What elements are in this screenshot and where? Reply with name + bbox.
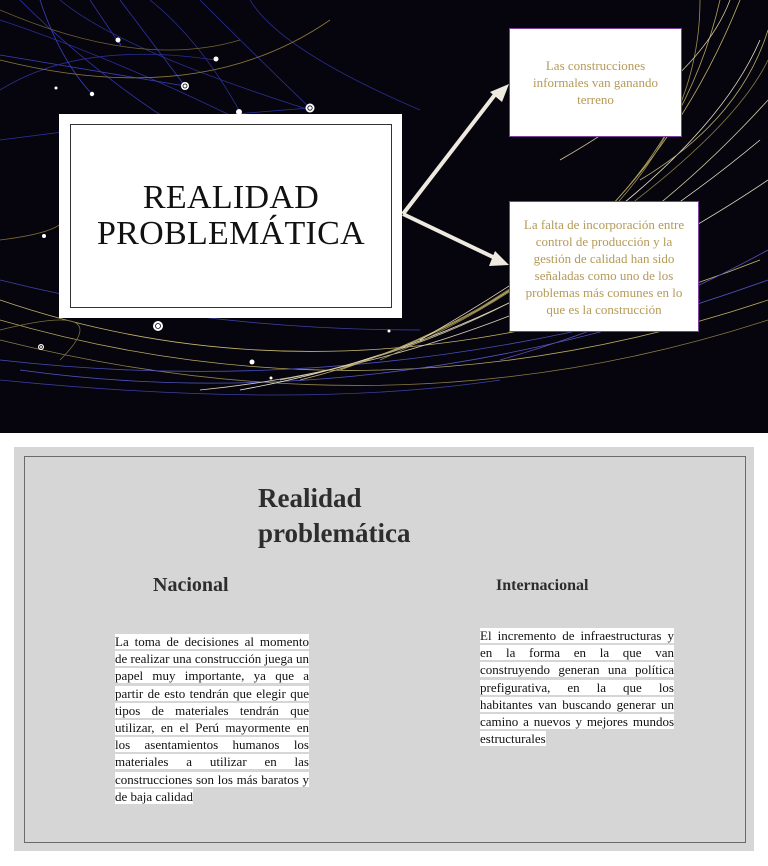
heading-nacional: Nacional [153,574,229,596]
slide2-frame [24,456,746,843]
slide2-title: Realidad problemática [258,483,411,548]
slide-realidad-problematica-text [14,447,754,851]
note-quality-control [509,201,699,332]
arrow-to-bottom-note [403,214,495,258]
heading-internacional: Internacional [496,577,589,594]
note-bottom-text: La falta de incorporación entre control de producción y la gestión de calidad han sido señaladas como uno de los problemas más comunes en lo que es la construcción [523,216,685,317]
paragraph-internacional [480,627,674,747]
paragraph-nacional-text: La toma de decisiones al momento de realizar una construcción juega un papel muy importante, ya que a partir de esto tendrán que elegir que tipos de materiales tendrán que utilizar, en el Perú mayormente en los asentamientos humanos los materiales a utilizar en las construcciones son los más baratos y de baja calidad [115,634,309,804]
main-title: REALIDAD PROBLEMÁTICA [96,179,366,252]
note-top-text: Las construcciones informales van ganando terreno [533,58,658,107]
arrow-to-top-note [403,92,497,214]
arrowhead-bottom [489,251,509,266]
paragraph-nacional [115,633,309,805]
main-title-frame [70,124,392,308]
paragraph-internacional-text: El incremento de infraestructuras y en la forma en la que van construyendo generan una política prefigurativa, en la que los habitantes van buscando generar un camino a nuevos y mejores mundos estructurales [480,628,674,747]
note-informal-constructions [509,28,682,137]
main-title-box [59,114,402,318]
